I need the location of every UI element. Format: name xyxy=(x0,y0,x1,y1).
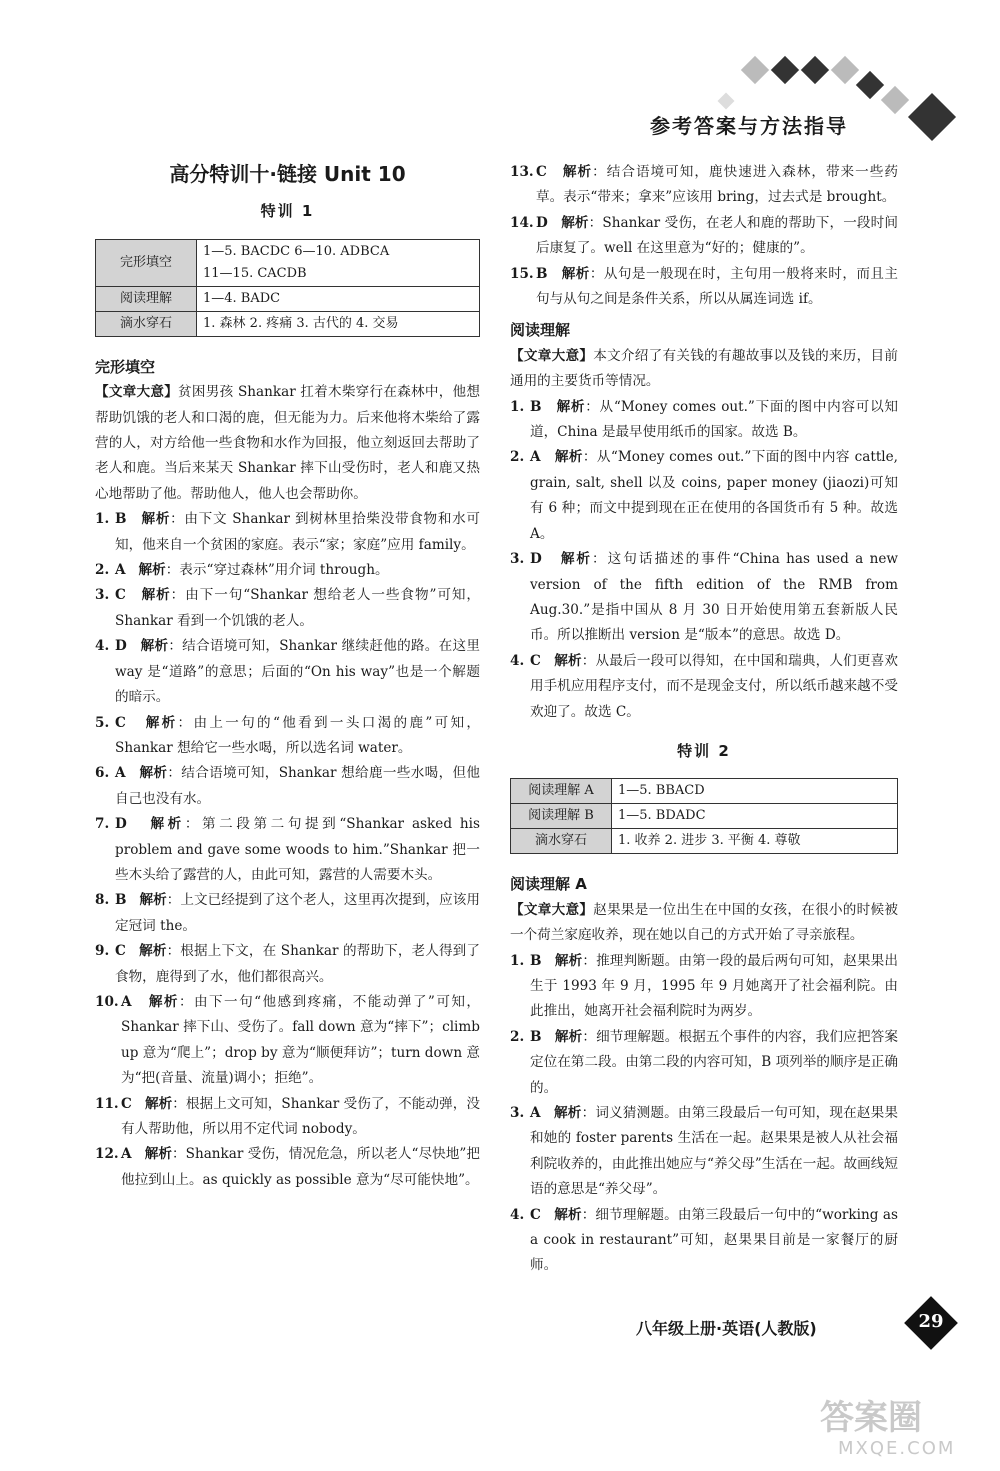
item-number: 6. xyxy=(95,765,110,782)
answer-item xyxy=(510,649,898,725)
item-number: 2. xyxy=(95,562,110,579)
reading2a-summary xyxy=(510,898,898,949)
right-column xyxy=(510,160,898,1279)
answer-item xyxy=(510,1025,898,1101)
header-diamond xyxy=(831,56,859,84)
summary-text: 赵果果是一位出生在中国的女孩，在很小的时候被一个荷兰家庭收养，现在她以自己的方式开始了寻亲旅程。 xyxy=(510,901,899,944)
answer-item xyxy=(95,583,480,634)
item-number: 4. xyxy=(95,638,110,655)
item-analysis-text: ：这句话描述的事件“China has used a new version of the fifth edition of the RMB from Aug.30.”是指中国从 8 月 30 日开始使用第五套新版人民币。所以推断出 version 是“版本”的意思。故选 D。 xyxy=(530,551,899,644)
item-analysis-text: ：细节理解题。根据五个事件的内容，我们应把答案定位在第二段。由第二段的内容可知，B 项列举的顺序是正确的。 xyxy=(530,1028,899,1096)
reading2a-heading: 阅读理解 A xyxy=(510,875,587,894)
item-number: 10. xyxy=(95,993,119,1010)
item-answer: D xyxy=(530,551,542,568)
answer-item xyxy=(95,507,480,558)
item-analysis-label: 解析 xyxy=(562,164,593,180)
summary-tag: 【文章大意】 xyxy=(510,347,594,364)
item-analysis-label: 解析 xyxy=(554,652,582,669)
item-number: 5. xyxy=(95,714,110,731)
table-value: 1. 森林 2. 疼痛 3. 古代的 4. 交易 xyxy=(197,311,480,336)
answer-item xyxy=(95,939,480,990)
item-analysis-text: ：结合语境可知，Shankar 继续赶他的路。在这里 way 是“道路”的意思；后面的“On his way”也是一个解题的暗示。 xyxy=(115,638,480,706)
table-label: 阅读理解 A xyxy=(511,779,612,804)
item-analysis-text: ：第二段第二句提到“Shankar asked his problem and gave some woods to him.”Shankar 把一些木头给了露营的人，由此可知，露营的人需要木头。 xyxy=(115,816,480,883)
item-answer: A xyxy=(115,765,126,782)
item-analysis-text: ：Shankar 受伤，在老人和鹿的帮助下，一段时间后康复了。well 在这里意为“好的；健康的”。 xyxy=(536,214,899,257)
item-analysis-label: 解析 xyxy=(150,816,185,833)
table-row xyxy=(511,829,898,854)
cloze-answer-list-continued xyxy=(510,160,898,312)
item-number: 13. xyxy=(510,164,534,180)
item-analysis-text: ：从“Money comes out.”下面的图中内容 cattle, grain, salt, shell 以及 coins, paper money (jiaozi)可知有 6 种；而文中提到现在正在使用的各国货币有 5 种。故选 A。 xyxy=(530,449,898,542)
item-answer: B xyxy=(530,952,542,969)
table-label: 滴水穿石 xyxy=(96,311,197,336)
item-number: 3. xyxy=(95,587,110,604)
item-analysis-label: 解析 xyxy=(561,265,590,282)
table-label: 阅读理解 B xyxy=(511,804,612,829)
item-number: 3. xyxy=(510,1105,525,1121)
item-number: 15. xyxy=(510,265,534,282)
table-row xyxy=(96,286,480,311)
item-answer: D xyxy=(115,638,127,655)
item-number: 1. xyxy=(95,511,110,528)
cloze-heading: 完形填空 xyxy=(95,357,156,376)
item-analysis-text: ：从句是一般现在时，主句用一般将来时，而且主句与从句之间是条件关系，所以从属连词选 if。 xyxy=(536,265,899,308)
item-number: 11. xyxy=(95,1095,119,1112)
item-answer: A xyxy=(121,993,132,1010)
item-analysis-label: 解析 xyxy=(554,1206,582,1223)
item-analysis-label: 解析 xyxy=(561,214,589,231)
reading1-heading: 阅读理解 xyxy=(510,321,571,340)
item-analysis-text: ：词义猜测题。由第三段最后一句可知，现在赵果果和她的 foster parents 生活在一起。赵果果是被人从社会福利院收养的，由此推出她应与“养父母”生活在一起。故画线短语的意思是“养父母”。 xyxy=(530,1105,899,1198)
item-number: 4. xyxy=(510,652,525,669)
answer-item xyxy=(510,547,898,649)
item-answer: C xyxy=(536,164,547,180)
summary-text: 贫困男孩 Shankar 扛着木柴穿行在森林中，他想帮助饥饿的老人和口渴的鹿，但无能为力。后来他将木柴给了露营的人，对方给他一些食物和水作为回报，他立刻返回去帮助了老人和鹿。当后来某天 Shankar 摔下山受伤时，老人和鹿又热心地帮助了他。帮助他人，他人也会帮助你。 xyxy=(95,384,480,502)
item-analysis-label: 解析 xyxy=(138,562,166,579)
item-analysis-text: ：由下一句“Shankar 想给老人一些食物”可知，Shankar 看到一个饥饿的老人。 xyxy=(115,587,480,629)
item-answer: A xyxy=(115,562,126,579)
item-analysis-label: 解析 xyxy=(141,587,171,604)
table-value: 1—5. BBACD xyxy=(612,779,898,804)
table-label: 完形填空 xyxy=(96,239,197,286)
table-value: 1—5. BDADC xyxy=(612,804,898,829)
answer-item xyxy=(95,634,480,710)
item-analysis-text: ：由上一句的“他看到一头口渴的鹿”可知，Shankar 想给它一些水喝，所以选名词 water。 xyxy=(115,714,481,756)
table-row xyxy=(96,239,480,286)
item-analysis-label: 解析 xyxy=(554,449,583,466)
item-analysis-label: 解析 xyxy=(148,993,179,1010)
item-analysis-text: ：根据上下文，在 Shankar 的帮助下，老人得到了食物，鹿得到了水，他们都很高兴。 xyxy=(115,943,480,985)
table-label: 滴水穿石 xyxy=(511,829,612,854)
item-number: 4. xyxy=(510,1206,525,1223)
item-answer: A xyxy=(530,449,541,466)
item-answer: B xyxy=(530,1028,542,1045)
item-analysis-text: ：结合语境可知，Shankar 想给鹿一些水喝，但他自己也没有水。 xyxy=(115,765,481,807)
header-diamond xyxy=(741,56,769,84)
header-diamond xyxy=(801,56,829,84)
item-answer: D xyxy=(536,214,548,231)
summary-text: 本文介绍了有关钱的有趣故事以及钱的来历，目前通用的主要货币等情况。 xyxy=(510,347,899,390)
cloze-answer-list xyxy=(95,507,480,1193)
item-answer: A xyxy=(530,1105,541,1121)
item-answer: B xyxy=(115,511,127,528)
table-row xyxy=(511,779,898,804)
item-analysis-text: ：根据上文可知，Shankar 受伤了，不能动弹，没有人帮助他，所以用不定代词 nobody。 xyxy=(121,1095,480,1137)
item-number: 1. xyxy=(510,398,525,415)
summary-tag: 【文章大意】 xyxy=(510,901,594,918)
item-analysis-label: 解析 xyxy=(554,952,583,969)
item-number: 8. xyxy=(95,892,110,909)
answer-item xyxy=(95,558,480,583)
item-analysis-label: 解析 xyxy=(556,398,586,415)
answer-item xyxy=(95,888,480,939)
training2-answer-table xyxy=(510,778,898,854)
item-analysis-label: 解析 xyxy=(139,765,168,782)
item-answer: D xyxy=(115,816,127,833)
item-analysis-label: 解析 xyxy=(554,1028,583,1045)
answer-item xyxy=(510,445,898,547)
item-analysis-label: 解析 xyxy=(560,551,593,568)
header-diamond xyxy=(881,86,909,114)
watermark-logo: 答案圈 xyxy=(820,1398,922,1438)
item-analysis-label: 解析 xyxy=(139,943,167,960)
item-number: 12. xyxy=(95,1146,119,1163)
item-analysis-text: ：由下一句“他感到疼痛，不能动弹了”可知，Shankar 摔下山、受伤了。fall down 意为“摔下”；climb up 意为“爬上”；drop by 意为“顺便拜访”；turn down 意为“把(音量、流量)调小；拒绝”。 xyxy=(121,993,480,1087)
item-analysis-text: ：从“Money comes out.”下面的图中内容可以知道，China 是最早使用纸币的国家。故选 B。 xyxy=(530,398,898,441)
summary-tag: 【文章大意】 xyxy=(95,384,179,401)
item-analysis-text: ：推理判断题。由第一段的最后两句可知，赵果果出生于 1993 年 9 月，1995 年 9 月她离开了社会福利院。由此推出，她离开社会福利院时为两岁。 xyxy=(530,952,899,1020)
item-answer: A xyxy=(121,1146,132,1163)
item-analysis-text: ：上文已经提到了这个老人，这里再次提到，应该用定冠词 the。 xyxy=(115,892,481,934)
item-number: 2. xyxy=(510,449,525,466)
item-analysis-label: 解析 xyxy=(144,1095,173,1112)
item-analysis-text: ：由下文 Shankar 到树林里拾柴没带食物和水可知，他来自一个贫困的家庭。表示“家；家庭”应用 family。 xyxy=(115,511,480,553)
reading1-answer-list xyxy=(510,395,898,725)
item-analysis-label: 解析 xyxy=(141,511,171,528)
item-analysis-label: 解析 xyxy=(145,714,178,731)
item-answer: C xyxy=(115,943,126,960)
item-analysis-label: 解析 xyxy=(139,892,167,909)
item-number: 9. xyxy=(95,943,110,960)
answer-item xyxy=(95,761,480,812)
reading1-summary xyxy=(510,344,898,395)
answer-item xyxy=(510,1203,898,1279)
table-row xyxy=(96,311,480,336)
item-analysis-label: 解析 xyxy=(140,638,169,655)
item-answer: B xyxy=(530,398,542,415)
table-value: 1. 收养 2. 进步 3. 平衡 4. 尊敬 xyxy=(612,829,898,854)
reading2a-answer-list xyxy=(510,949,898,1279)
item-number: 2. xyxy=(510,1028,525,1045)
item-number: 14. xyxy=(510,214,534,231)
item-number: 3. xyxy=(510,551,525,568)
header-diamond xyxy=(771,56,799,84)
item-analysis-label: 解析 xyxy=(554,1105,582,1121)
left-column xyxy=(95,160,480,1193)
answer-item xyxy=(95,812,480,888)
section-title: 高分特训十·链接 Unit 10 xyxy=(169,162,406,186)
header-diamond xyxy=(718,93,735,110)
item-answer: C xyxy=(115,714,126,731)
answer-item xyxy=(95,990,480,1092)
answer-item xyxy=(95,1092,480,1143)
header-diamond xyxy=(908,93,956,141)
footer-book-title: 八年级上册·英语(人教版) xyxy=(636,1319,817,1338)
item-analysis-text: ：Shankar 受伤，情况危急，所以老人“尽快地”把他拉到山上。as quickly as possible 意为“尽可能快地”。 xyxy=(121,1146,481,1188)
item-answer: B xyxy=(536,265,548,282)
answer-item xyxy=(510,395,898,446)
table-line: 11—15. CACDB xyxy=(203,265,307,281)
item-analysis-text: ：结合语境可知，鹿快速进入森林，带来一些药草。表示“带来；拿来”应该用 bring，过去式是 brought。 xyxy=(536,164,898,206)
item-analysis-text: ：表示“穿过森林”用介词 through。 xyxy=(165,562,389,579)
item-analysis-text: ：细节理解题。由第三段最后一句中的“working as a cook in restaurant”可知，赵果果目前是一家餐厅的厨师。 xyxy=(530,1206,898,1274)
item-answer: C xyxy=(121,1095,132,1112)
item-answer: C xyxy=(530,1206,541,1223)
item-number: 7. xyxy=(95,816,110,833)
item-answer: C xyxy=(115,587,126,604)
item-analysis-label: 解析 xyxy=(144,1146,172,1163)
watermark-site: MXQE.COM xyxy=(838,1438,956,1459)
training2-title: 特训 2 xyxy=(677,741,731,760)
item-number: 1. xyxy=(510,952,525,969)
training1-answer-table xyxy=(95,239,480,337)
table-value xyxy=(197,239,480,286)
page-number: 29 xyxy=(918,1311,944,1332)
item-analysis-text: ：从最后一段可以得知，在中国和瑞典，人们更喜欢用手机应用程序支付，而不是现金支付，所以纸币越来越不受欢迎了。故选 C。 xyxy=(530,652,899,720)
answer-item xyxy=(510,211,898,262)
header-title: 参考答案与方法指导 xyxy=(650,114,848,138)
cloze-summary xyxy=(95,380,480,507)
item-answer: B xyxy=(115,892,127,909)
answer-item xyxy=(510,1101,898,1203)
training1-title: 特训 1 xyxy=(260,202,315,221)
table-value: 1—4. BADC xyxy=(197,286,480,311)
answer-item xyxy=(510,262,898,313)
header-diamond xyxy=(856,71,884,99)
item-answer: C xyxy=(530,652,541,669)
answer-item xyxy=(510,160,898,211)
table-line: 1—5. BACDC 6—10. ADBCA xyxy=(203,243,390,259)
answer-item xyxy=(95,1142,480,1193)
answer-item xyxy=(510,949,898,1025)
table-label: 阅读理解 xyxy=(96,286,197,311)
answer-item xyxy=(95,711,480,762)
table-row xyxy=(511,804,898,829)
